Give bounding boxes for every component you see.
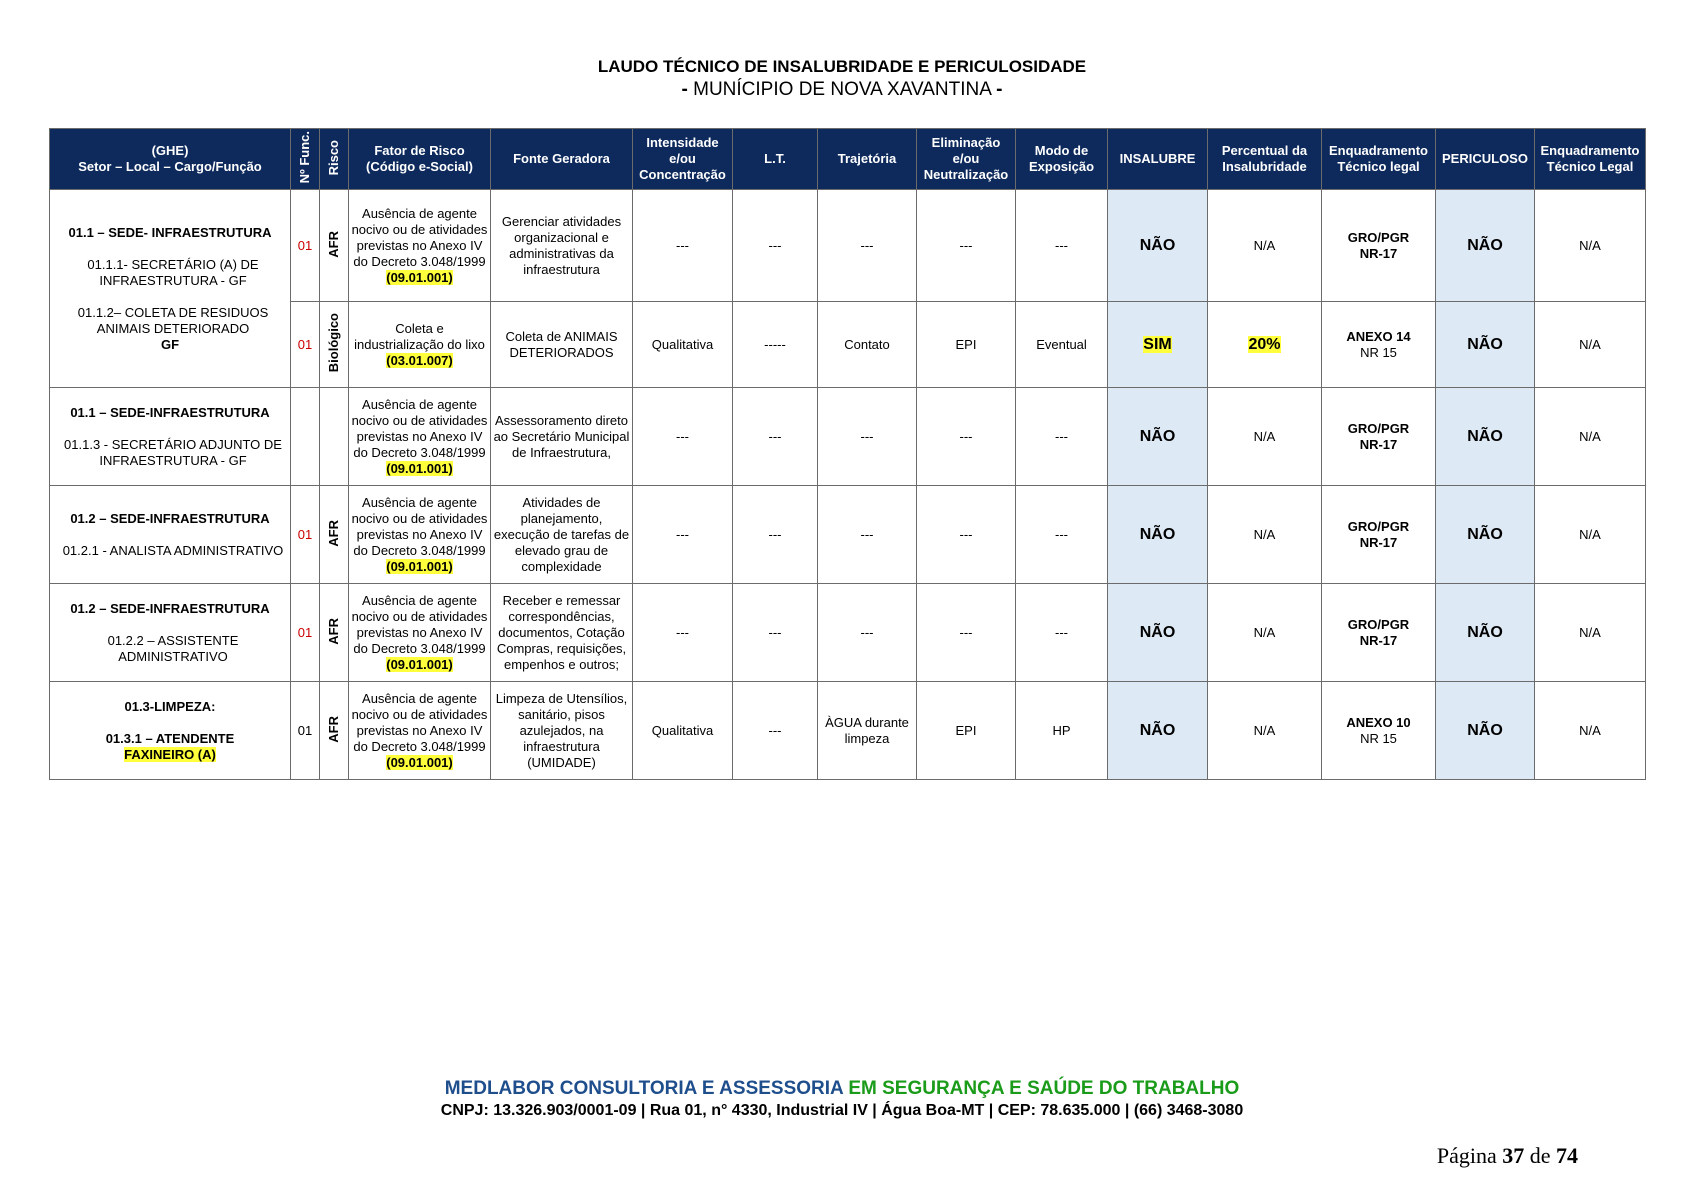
lt-cell: ---: [733, 388, 818, 486]
insalubre-cell: NÃO: [1108, 190, 1208, 302]
table-row: [50, 584, 1646, 682]
lt-cell: -----: [733, 302, 818, 388]
fator-cell: Ausência de agente nocivo ou de atividades previstas no Anexo IV do Decreto 3.048/1999 (09.01.001): [349, 682, 491, 780]
enquadramento-legal-cell: N/A: [1535, 190, 1646, 302]
risco-cell: AFR: [320, 190, 349, 302]
subtitle-text: MUNÍCIPIO DE NOVA XAVANTINA: [687, 79, 997, 100]
risco-cell: AFR: [320, 584, 349, 682]
modo-cell: HP: [1016, 682, 1108, 780]
eliminacao-cell: ---: [917, 584, 1016, 682]
nfunc-cell: 01: [291, 584, 320, 682]
lt-cell: ---: [733, 584, 818, 682]
insalubre-cell: SIM: [1108, 302, 1208, 388]
periculoso-cell: NÃO: [1436, 302, 1535, 388]
intensidade-cell: ---: [633, 388, 733, 486]
document-subtitle: [0, 78, 1684, 102]
intensidade-cell: Qualitativa: [633, 682, 733, 780]
esocial-code: (09.01.001): [386, 754, 453, 770]
ghe-cell: 01.2 – SEDE-INFRAESTRUTURA 01.2.2 – ASSISTENTE ADMINISTRATIVO: [50, 584, 291, 682]
risco-cell: [320, 388, 349, 486]
fonte-cell: Gerenciar atividades organizacional e administrativas da infraestrutura: [491, 190, 633, 302]
table-row: [50, 388, 1646, 486]
enquadramento-cell: GRO/PGR NR-17: [1322, 486, 1436, 584]
esocial-code: (09.01.001): [386, 269, 453, 285]
fator-cell: Ausência de agente nocivo ou de atividades previstas no Anexo IV do Decreto 3.048/1999 (09.01.001): [349, 388, 491, 486]
trajetoria-cell: ---: [818, 584, 917, 682]
enquadramento-legal-cell: N/A: [1535, 388, 1646, 486]
table-header-row: [50, 129, 1646, 190]
col-header-enquadramento-legal: Enquadramento Técnico Legal: [1535, 129, 1646, 190]
ghe-cell: 01.3-LIMPEZA: 01.3.1 – ATENDENTE FAXINEIRO (A): [50, 682, 291, 780]
risco-cell: Biológico: [320, 302, 349, 388]
trajetoria-cell: ---: [818, 486, 917, 584]
lt-cell: ---: [733, 682, 818, 780]
eliminacao-cell: ---: [917, 388, 1016, 486]
enquadramento-cell: ANEXO 14 NR 15: [1322, 302, 1436, 388]
footer-company: MEDLABOR CONSULTORIA E ASSESSORIA EM SEGURANÇA E SAÚDE DO TRABALHO: [444, 1078, 1240, 1099]
periculoso-cell: NÃO: [1436, 388, 1535, 486]
nfunc-cell: 01: [291, 302, 320, 388]
trajetoria-cell: ÀGUA durante limpeza: [818, 682, 917, 780]
col-header-intensidade: Intensidade e/ou Concentração: [633, 129, 733, 190]
highlighted-role: FAXINEIRO (A): [124, 746, 216, 762]
periculoso-cell: NÃO: [1436, 486, 1535, 584]
col-header-risco: Risco: [320, 129, 349, 190]
modo-cell: Eventual: [1016, 302, 1108, 388]
fator-cell: Coleta e industrialização do lixo (03.01.007): [349, 302, 491, 388]
fator-cell: Ausência de agente nocivo ou de atividades previstas no Anexo IV do Decreto 3.048/1999 (09.01.001): [349, 584, 491, 682]
eliminacao-cell: ---: [917, 486, 1016, 584]
col-header-fator: Fator de Risco (Código e-Social): [349, 129, 491, 190]
eliminacao-cell: ---: [917, 190, 1016, 302]
intensidade-cell: ---: [633, 486, 733, 584]
modo-cell: ---: [1016, 190, 1108, 302]
enquadramento-legal-cell: N/A: [1535, 486, 1646, 584]
esocial-code: (09.01.001): [386, 460, 453, 476]
enquadramento-legal-cell: N/A: [1535, 584, 1646, 682]
trajetoria-cell: ---: [818, 388, 917, 486]
table-row: [50, 486, 1646, 584]
percentual-cell: 20%: [1208, 302, 1322, 388]
lt-cell: ---: [733, 486, 818, 584]
ghe-cell: 01.2 – SEDE-INFRAESTRUTURA 01.2.1 - ANALISTA ADMINISTRATIVO: [50, 486, 291, 584]
intensidade-cell: ---: [633, 190, 733, 302]
fonte-cell: Coleta de ANIMAIS DETERIORADOS: [491, 302, 633, 388]
esocial-code: (09.01.001): [386, 558, 453, 574]
nfunc-cell: 01: [291, 190, 320, 302]
risco-cell: AFR: [320, 486, 349, 584]
percentual-cell: N/A: [1208, 388, 1322, 486]
ghe-cell: 01.1 – SEDE- INFRAESTRUTURA 01.1.1- SECRETÁRIO (A) DE INFRAESTRUTURA - GF 01.1.2– COLETA DE RESIDUOS ANIMAIS DETERIORADO GF: [50, 190, 291, 388]
insalubre-cell: NÃO: [1108, 584, 1208, 682]
percentual-cell: N/A: [1208, 486, 1322, 584]
enquadramento-legal-cell: N/A: [1535, 302, 1646, 388]
insalubrity-table: [49, 128, 1646, 780]
col-header-fonte: Fonte Geradora: [491, 129, 633, 190]
lt-cell: ---: [733, 190, 818, 302]
document-title: LAUDO TÉCNICO DE INSALUBRIDADE E PERICULOSIDADE: [597, 57, 1087, 76]
col-header-nfunc: Nº Func.: [291, 129, 320, 190]
enquadramento-cell: ANEXO 10 NR 15: [1322, 682, 1436, 780]
subtitle-dash-right: -: [996, 79, 1003, 100]
percentual-cell: N/A: [1208, 584, 1322, 682]
col-header-enquadramento: Enquadramento Técnico legal: [1322, 129, 1436, 190]
nfunc-cell: [291, 388, 320, 486]
intensidade-cell: Qualitativa: [633, 302, 733, 388]
nfunc-cell: 01: [291, 682, 320, 780]
col-header-percentual: Percentual da Insalubridade: [1208, 129, 1322, 190]
insalubre-cell: NÃO: [1108, 388, 1208, 486]
col-header-modo: Modo de Exposição: [1016, 129, 1108, 190]
enquadramento-legal-cell: N/A: [1535, 682, 1646, 780]
footer-address: CNPJ: 13.326.903/0001-09 | Rua 01, n° 4330, Industrial IV | Água Boa-MT | CEP: 78.635.000 | (66) 3468-3080: [440, 1102, 1244, 1119]
fator-cell: Ausência de agente nocivo ou de atividades previstas no Anexo IV do Decreto 3.048/1999 (09.01.001): [349, 190, 491, 302]
ghe-cell: 01.1 – SEDE-INFRAESTRUTURA 01.1.3 - SECRETÁRIO ADJUNTO DE INFRAESTRUTURA - GF: [50, 388, 291, 486]
col-header-ghe: (GHE) Setor – Local – Cargo/Função: [50, 129, 291, 190]
enquadramento-cell: GRO/PGR NR-17: [1322, 584, 1436, 682]
periculoso-cell: NÃO: [1436, 190, 1535, 302]
nfunc-cell: 01: [291, 486, 320, 584]
fonte-cell: Limpeza de Utensílios, sanitário, pisos azulejados, na infraestrutura (UMIDADE): [491, 682, 633, 780]
col-header-periculoso: PERICULOSO: [1436, 129, 1535, 190]
table-row: [50, 682, 1646, 780]
esocial-code: (09.01.001): [386, 656, 453, 672]
col-header-lt: L.T.: [733, 129, 818, 190]
col-header-insalubre: INSALUBRE: [1108, 129, 1208, 190]
periculoso-cell: NÃO: [1436, 682, 1535, 780]
periculoso-cell: NÃO: [1436, 584, 1535, 682]
fonte-cell: Assessoramento direto ao Secretário Municipal de Infraestrutura,: [491, 388, 633, 486]
intensidade-cell: ---: [633, 584, 733, 682]
risco-cell: AFR: [320, 682, 349, 780]
table-row: [50, 190, 1646, 302]
fonte-cell: Receber e remessar correspondências, documentos, Cotação Compras, requisições, empenhos e outros;: [491, 584, 633, 682]
modo-cell: ---: [1016, 486, 1108, 584]
enquadramento-cell: GRO/PGR NR-17: [1322, 190, 1436, 302]
modo-cell: ---: [1016, 584, 1108, 682]
trajetoria-cell: ---: [818, 190, 917, 302]
page-number: Página 37 de 74: [1436, 1143, 1578, 1168]
eliminacao-cell: EPI: [917, 302, 1016, 388]
eliminacao-cell: EPI: [917, 682, 1016, 780]
subtitle-dash-left: -: [681, 79, 688, 100]
insalubre-cell: NÃO: [1108, 682, 1208, 780]
insalubre-cell: NÃO: [1108, 486, 1208, 584]
enquadramento-cell: GRO/PGR NR-17: [1322, 388, 1436, 486]
fonte-cell: Atividades de planejamento, execução de tarefas de elevado grau de complexidade: [491, 486, 633, 584]
percentual-cell: N/A: [1208, 190, 1322, 302]
col-header-trajetoria: Trajetória: [818, 129, 917, 190]
esocial-code: (03.01.007): [386, 352, 453, 368]
fator-cell: Ausência de agente nocivo ou de atividades previstas no Anexo IV do Decreto 3.048/1999 (09.01.001): [349, 486, 491, 584]
trajetoria-cell: Contato: [818, 302, 917, 388]
col-header-eliminacao: Eliminação e/ou Neutralização: [917, 129, 1016, 190]
modo-cell: ---: [1016, 388, 1108, 486]
percentual-cell: N/A: [1208, 682, 1322, 780]
